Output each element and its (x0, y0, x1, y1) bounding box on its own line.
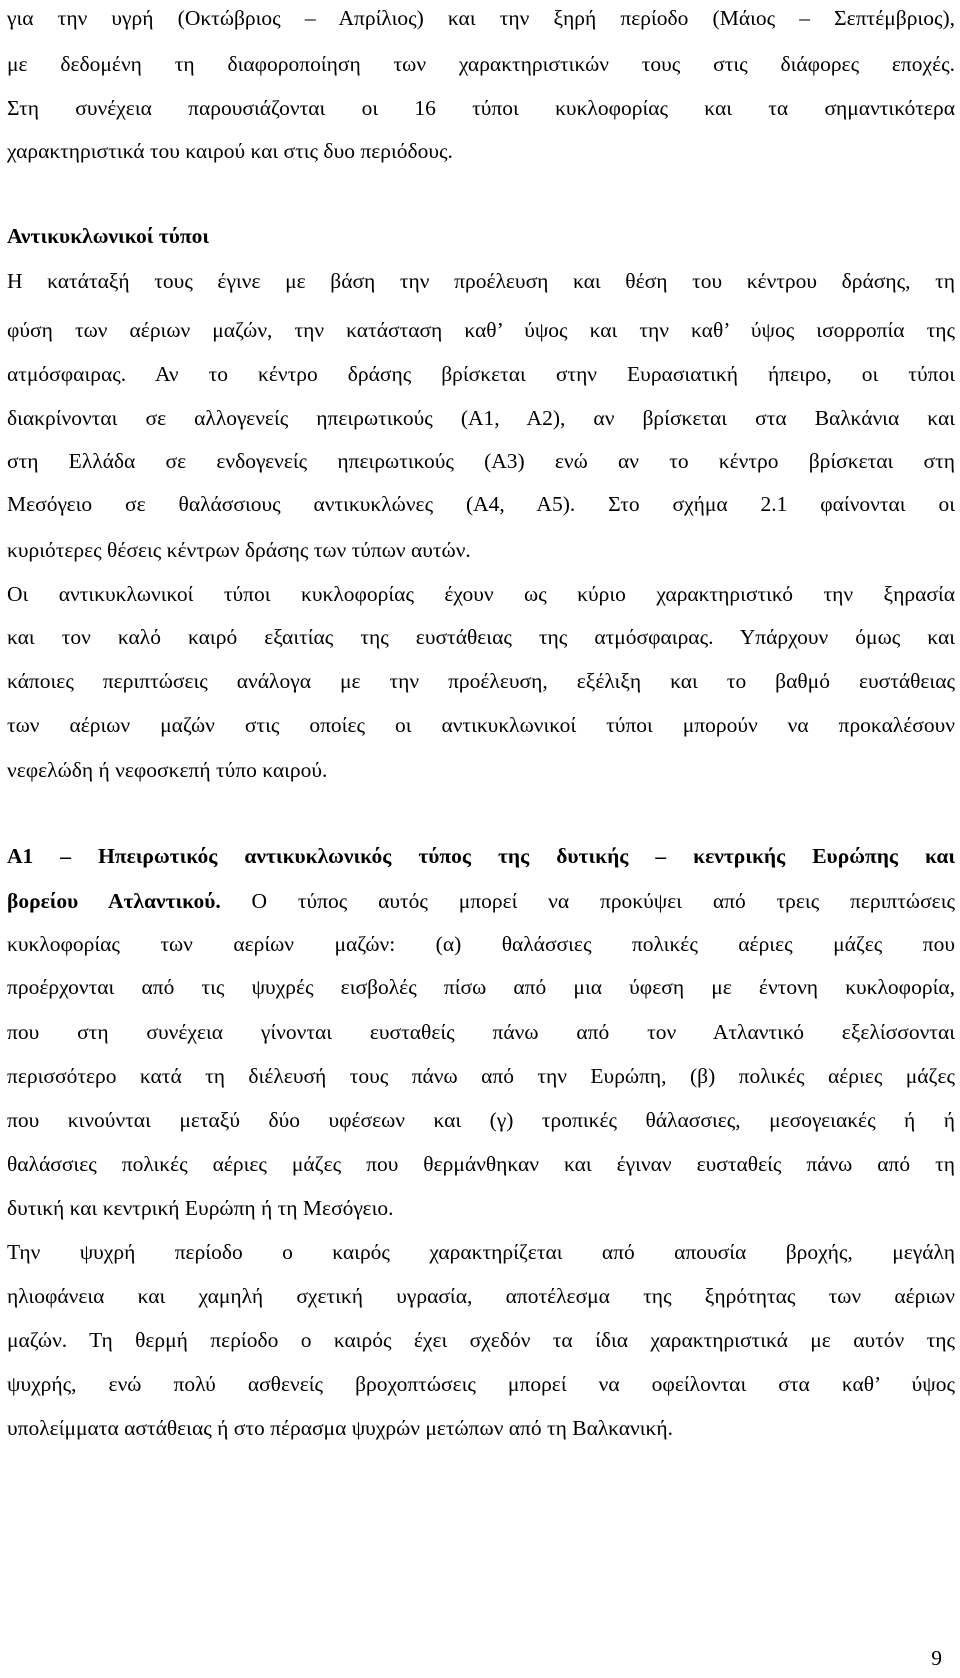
text-line: Στη συνέχεια παρουσιάζονται οι 16 τύποι κυκλοφορίας και τα σημαντικότερα (7, 96, 955, 120)
text-line: στη Ελλάδα σε ενδογενείς ηπειρωτικούς (Α3) ενώ αν το κέντρο βρίσκεται στη (7, 449, 955, 473)
text-line: θαλάσσιες πολικές αέριες μάζες που θερμάνθηκαν και έγιναν ευσταθείς πάνω από τη (7, 1152, 955, 1176)
text-line: φύση των αέριων μαζών, την κατάσταση καθ’ ύψος και την καθ’ ύψος ισορροπία της (7, 318, 955, 342)
text-span: Ο τύπος αυτός μπορεί να προκύψει από τρεις περιπτώσεις (220, 889, 955, 913)
text-line: Οι αντικυκλωνικοί τύποι κυκλοφορίας έχουν ως κύριο χαρακτηριστικό την ξηρασία (7, 582, 955, 606)
text-line: υπολείμματα αστάθειας ή στο πέρασμα ψυχρών μετώπων από τη Βαλκανική. (7, 1416, 673, 1440)
text-line: προέρχονται από τις ψυχρές εισβολές πίσω από μια ύφεση με έντονη κυκλοφορία, (7, 975, 955, 999)
text-line: ατμόσφαιρας. Αν το κέντρο δράσης βρίσκεται στην Ευρασιατική ήπειρο, οι τύποι (7, 362, 955, 386)
text-line: χαρακτηριστικά του καιρού και στις δυο περιόδους. (7, 139, 453, 163)
page-number: 9 (931, 1646, 942, 1670)
text-line: διακρίνονται σε αλλογενείς ηπειρωτικούς (Α1, Α2), αν βρίσκεται στα Βαλκάνια και (7, 406, 955, 430)
text-line: Την ψυχρή περίοδο ο καιρός χαρακτηρίζεται από απουσία βροχής, μεγάλη (7, 1240, 955, 1264)
text-line: για την υγρή (Οκτώβριος – Απρίλιος) και την ξηρή περίοδο (Μάιος – Σεπτέμβριος), (7, 6, 955, 30)
text-line: των αέριων μαζών στις οποίες οι αντικυκλωνικοί τύποι μπορούν να προκαλέσουν (7, 713, 955, 737)
text-line: που στη συνέχεια γίνονται ευσταθείς πάνω από τον Ατλαντικό εξελίσσονται (7, 1020, 955, 1044)
text-line: περισσότερο κατά τη διέλευσή τους πάνω από την Ευρώπη, (β) πολικές αέριες μάζες (7, 1064, 955, 1088)
text-line: Μεσόγειο σε θαλάσσιους αντικυκλώνες (Α4, Α5). Στο σχήμα 2.1 φαίνονται οι (7, 492, 955, 516)
subsection-heading: Α1 – Ηπειρωτικός αντικυκλωνικός τύπος της δυτικής – κεντρικής Ευρώπης και (7, 844, 955, 868)
text-line-with-bold-lead (7, 887, 955, 915)
subsection-heading-continuation: βορείου Ατλαντικού. (7, 889, 221, 913)
text-line: κάποιες περιπτώσεις ανάλογα με την προέλευση, εξέλιξη και το βαθμό ευστάθειας (7, 669, 955, 693)
section-heading: Αντικυκλωνικοί τύποι (7, 224, 210, 248)
text-line: Η κατάταξή τους έγινε με βάση την προέλευση και θέση του κέντρου δράσης, τη (7, 269, 955, 293)
text-line: με δεδομένη τη διαφοροποίηση των χαρακτηριστικών τους στις διάφορες εποχές. (7, 52, 955, 76)
text-line: και τον καλό καιρό εξαιτίας της ευστάθειας της ατμόσφαιρας. Υπάρχουν όμως και (7, 625, 955, 649)
text-line: κυκλοφορίας των αερίων μαζών: (α) θαλάσσιες πολικές αέριες μάζες που (7, 932, 955, 956)
text-line: νεφελώδη ή νεφοσκεπή τύπο καιρού. (7, 758, 328, 782)
text-line: που κινούνται μεταξύ δύο υφέσεων και (γ) τροπικές θάλασσιες, μεσογειακές ή ή (7, 1108, 955, 1132)
text-line: ψυχρής, ενώ πολύ ασθενείς βροχοπτώσεις μπορεί να οφείλονται στα καθ’ ύψος (7, 1372, 955, 1396)
text-line: κυριότερες θέσεις κέντρων δράσης των τύπων αυτών. (7, 538, 471, 562)
text-line: δυτική και κεντρική Ευρώπη ή τη Μεσόγειο. (7, 1196, 394, 1220)
text-line: ηλιοφάνεια και χαμηλή σχετική υγρασία, αποτέλεσμα της ξηρότητας των αέριων (7, 1284, 955, 1308)
text-line: μαζών. Τη θερμή περίοδο ο καιρός έχει σχεδόν τα ίδια χαρακτηριστικά με αυτόν της (7, 1328, 955, 1352)
